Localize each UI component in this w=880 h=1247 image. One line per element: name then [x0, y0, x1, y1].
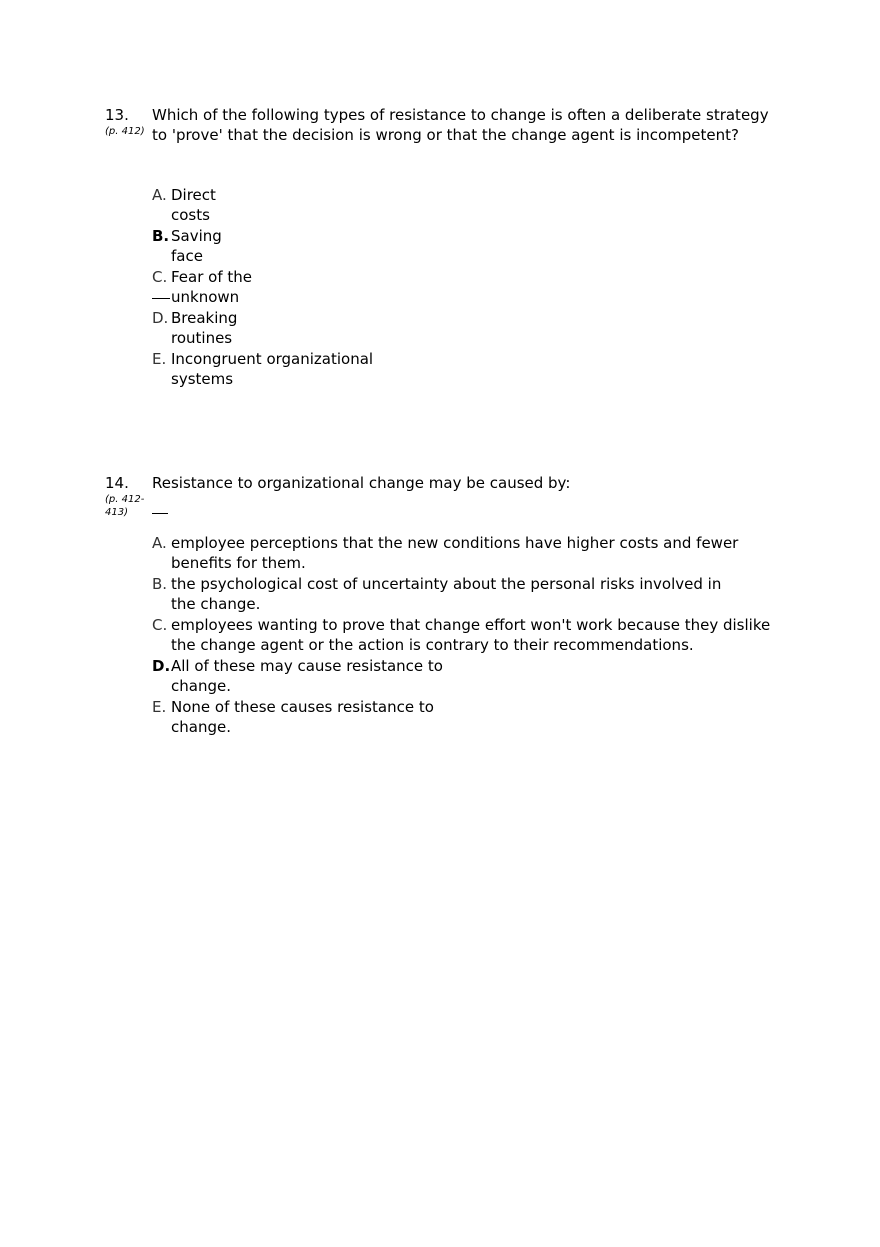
choice-text [171, 226, 222, 266]
choice-letter: A. [152, 186, 167, 204]
choice-line: the change. [171, 595, 261, 613]
choice-text [171, 697, 434, 737]
choice-line: the psychological cost of uncertainty about the personal risks involved in [171, 575, 722, 593]
choice-b[interactable] [152, 226, 373, 266]
choice-line: Direct [171, 186, 216, 204]
choice-c[interactable] [152, 267, 373, 307]
choice-a[interactable] [152, 185, 373, 225]
choice-line: routines [171, 329, 233, 347]
choice-letter: E. [152, 350, 167, 368]
question-stem [152, 473, 570, 493]
choice-e[interactable] [152, 697, 770, 737]
choice-c[interactable] [152, 615, 770, 655]
choice-text [171, 656, 443, 696]
stem-line: Which of the following types of resistance to change is often a deliberate strategy [152, 106, 769, 124]
choice-text [171, 267, 252, 307]
choice-line: employees wanting to prove that change effort won't work because they dislike [171, 616, 771, 634]
choice-text [171, 185, 216, 225]
choice-line: employee perceptions that the new conditions have higher costs and fewer [171, 534, 739, 552]
question-number: 14. [105, 474, 129, 492]
answer-choices [152, 533, 770, 738]
choice-line: face [171, 247, 203, 265]
choice-line: benefits for them. [171, 554, 306, 572]
choice-line: systems [171, 370, 234, 388]
choice-e[interactable] [152, 349, 373, 389]
choice-d[interactable] [152, 656, 770, 696]
choice-line: change. [171, 677, 231, 695]
page-reference [105, 493, 144, 519]
choice-line: Incongruent organizational [171, 350, 374, 368]
choice-d[interactable] [152, 308, 373, 348]
choice-text [171, 349, 373, 389]
choice-line: Saving [171, 227, 222, 245]
question-stem [152, 105, 769, 145]
choice-line: change. [171, 718, 231, 736]
page-reference: (p. 412) [105, 126, 145, 137]
stem-line: to 'prove' that the decision is wrong or that the change agent is incompetent? [152, 126, 739, 144]
choice-line: unknown [171, 288, 240, 306]
page-reference-line: 413) [105, 507, 128, 518]
answer-blank-line [152, 298, 170, 299]
choice-line: None of these causes resistance to [171, 698, 434, 716]
choice-letter: C. [152, 268, 168, 286]
question-number: 13. [105, 106, 129, 124]
choice-letter-correct: B. [152, 227, 170, 245]
choice-letter: A. [152, 534, 167, 552]
choice-letter: C. [152, 616, 168, 634]
choice-line: costs [171, 206, 210, 224]
stem-line: Resistance to organizational change may be caused by: [152, 474, 571, 492]
choice-letter: D. [152, 309, 169, 327]
choice-line: Fear of the [171, 268, 253, 286]
choice-text [171, 574, 721, 614]
choice-letter-correct: D. [152, 657, 171, 675]
choice-text [171, 615, 770, 655]
page-reference-line: (p. 412- [105, 494, 145, 505]
choice-text [171, 533, 738, 573]
choice-line: Breaking [171, 309, 238, 327]
answer-choices [152, 185, 373, 390]
answer-blank-line [152, 513, 168, 514]
choice-a[interactable] [152, 533, 770, 573]
choice-letter: B. [152, 575, 168, 593]
choice-b[interactable] [152, 574, 770, 614]
choice-letter: E. [152, 698, 167, 716]
choice-line: All of these may cause resistance to [171, 657, 443, 675]
choice-text [171, 308, 237, 348]
choice-line: the change agent or the action is contrary to their recommendations. [171, 636, 694, 654]
